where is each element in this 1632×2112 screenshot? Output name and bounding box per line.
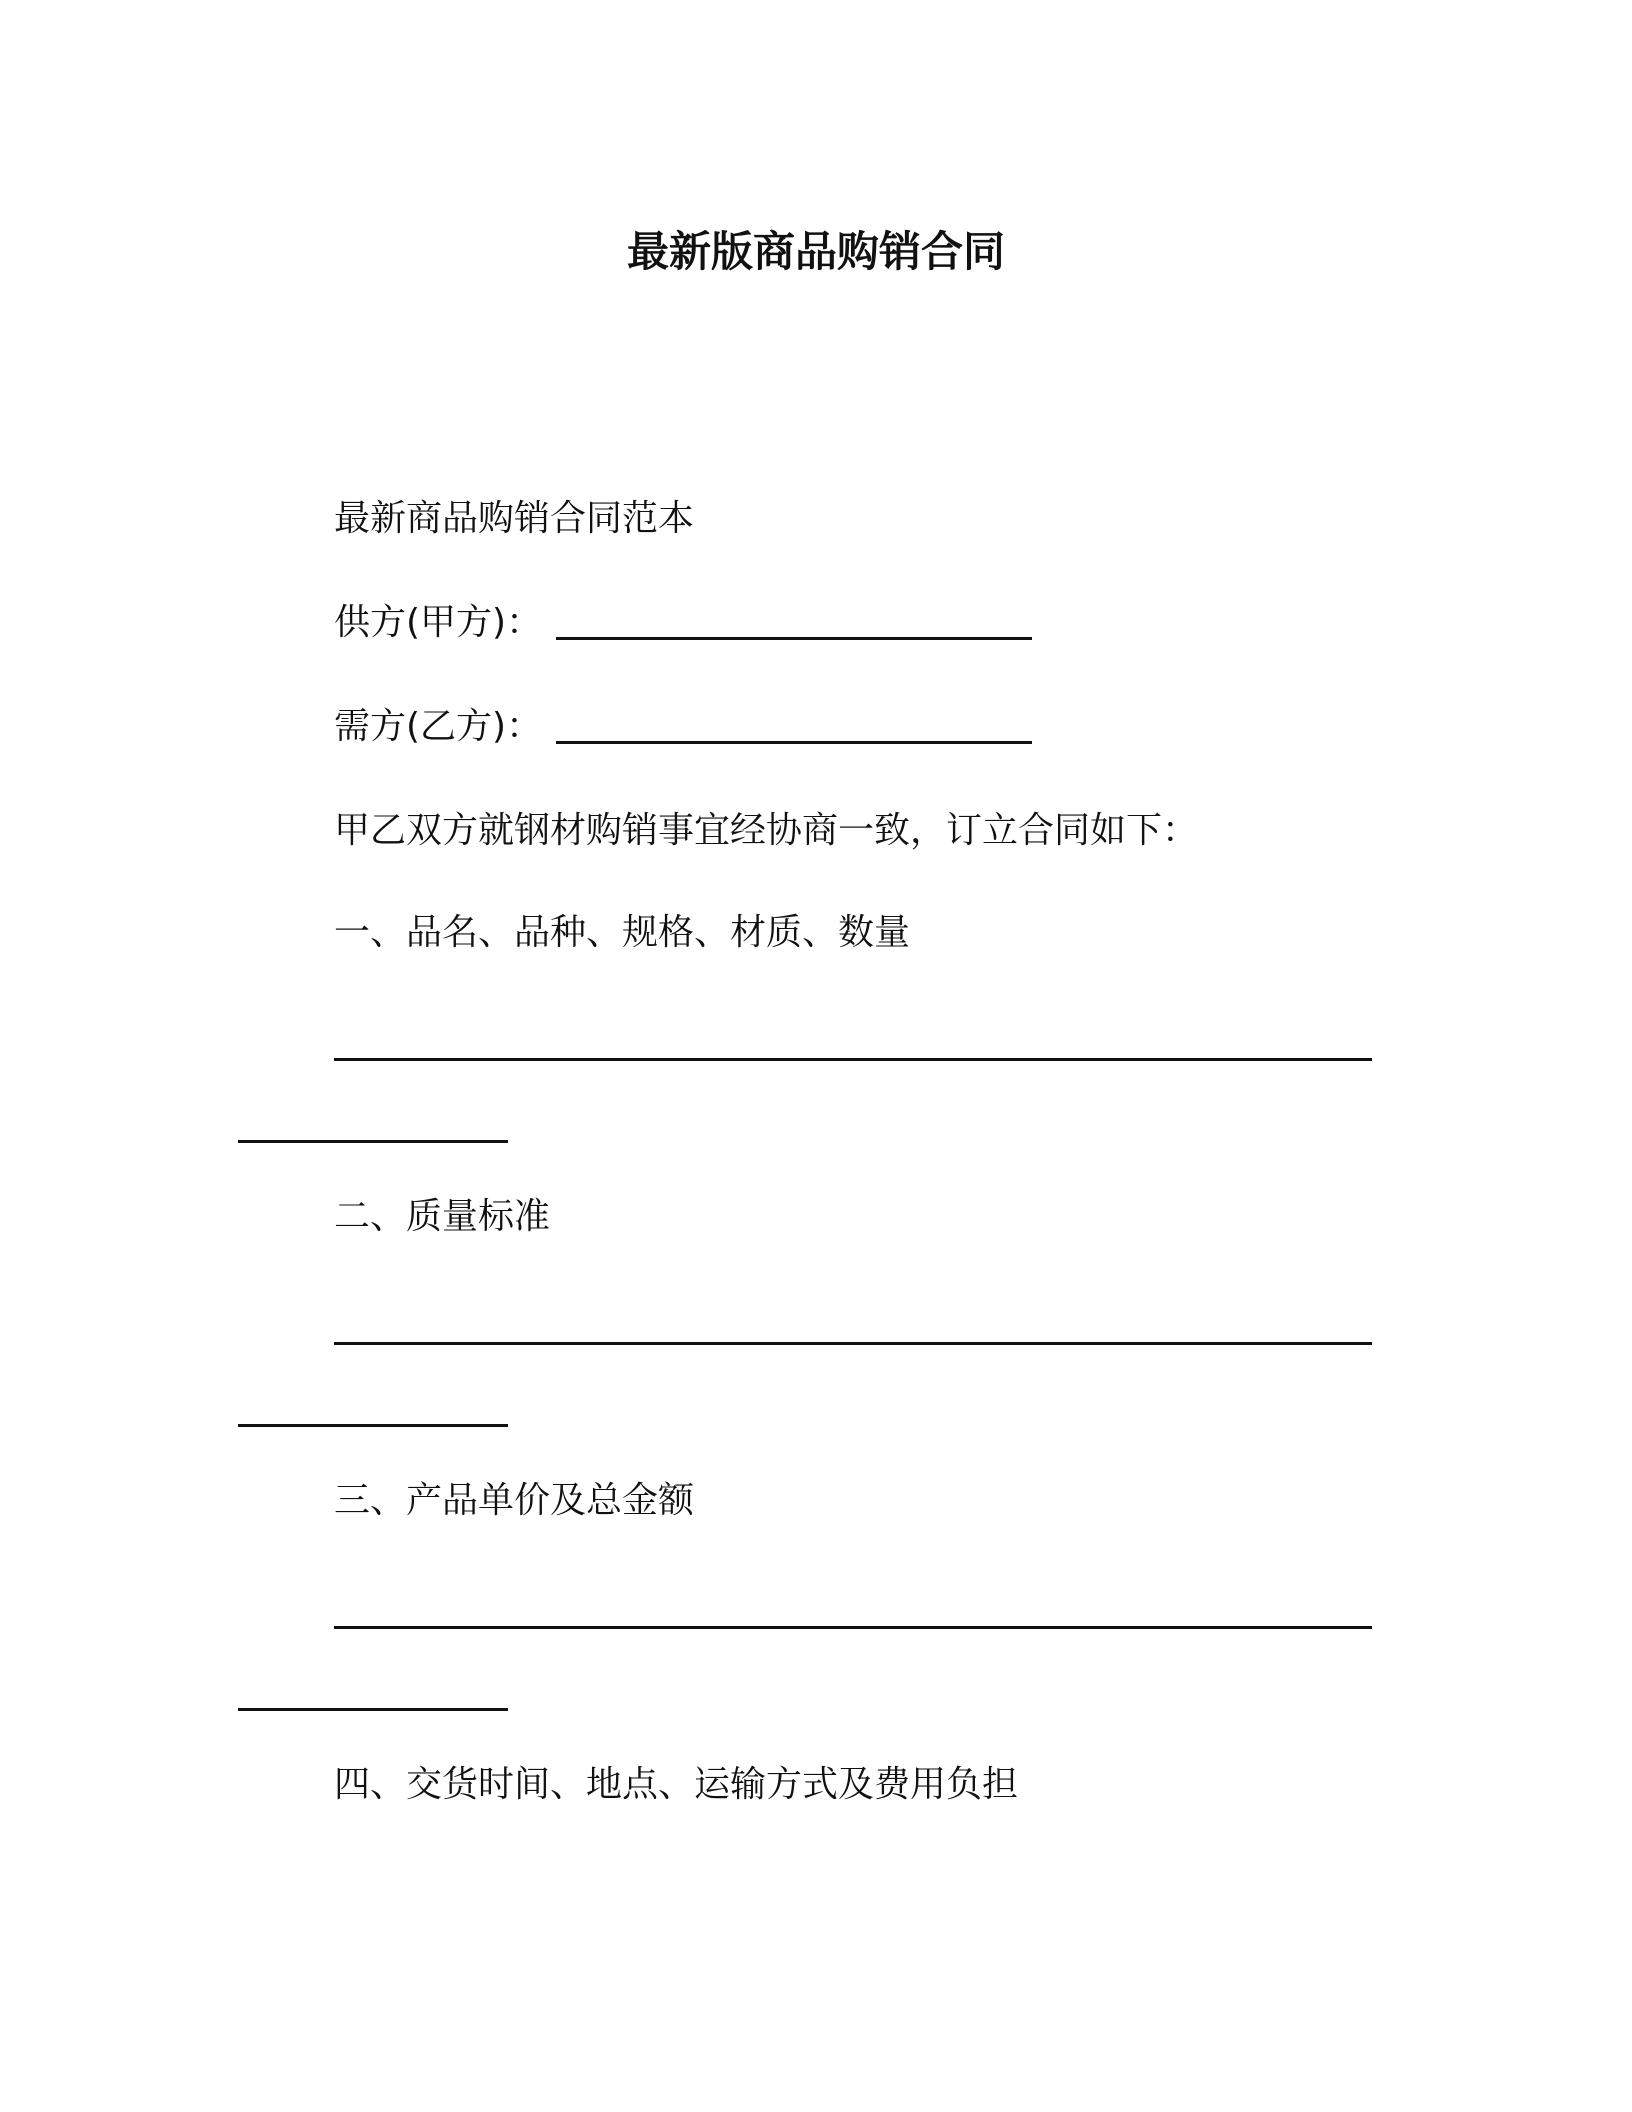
document-subtitle: 最新商品购销合同范本 <box>334 498 695 539</box>
buyer-blank[interactable] <box>556 741 1032 744</box>
supplier-blank[interactable] <box>556 637 1032 640</box>
buyer-line <box>334 702 1032 752</box>
section-2-blank-line-1[interactable] <box>334 1342 1372 1345</box>
supplier-label: 供方(甲方)： <box>334 602 543 643</box>
section-2-blank-line-2[interactable] <box>238 1424 508 1427</box>
section-heading-3: 三、产品单价及总金额 <box>334 1480 695 1521</box>
document-title: 最新版商品购销合同 <box>626 227 1005 276</box>
section-1-blank-line-1[interactable] <box>334 1058 1372 1061</box>
section-heading-1: 一、品名、品种、规格、材质、数量 <box>334 912 911 953</box>
buyer-label: 需方(乙方)： <box>334 706 543 747</box>
supplier-line <box>334 598 1032 648</box>
section-3-blank-line-1[interactable] <box>334 1626 1372 1629</box>
section-heading-4: 四、交货时间、地点、运输方式及费用负担 <box>334 1764 1019 1805</box>
intro-text: 甲乙双方就钢材购销事宜经协商一致，订立合同如下： <box>334 810 1199 851</box>
section-3-blank-line-2[interactable] <box>238 1708 508 1711</box>
section-1-blank-line-2[interactable] <box>238 1140 508 1143</box>
section-heading-2: 二、质量标准 <box>334 1196 551 1237</box>
